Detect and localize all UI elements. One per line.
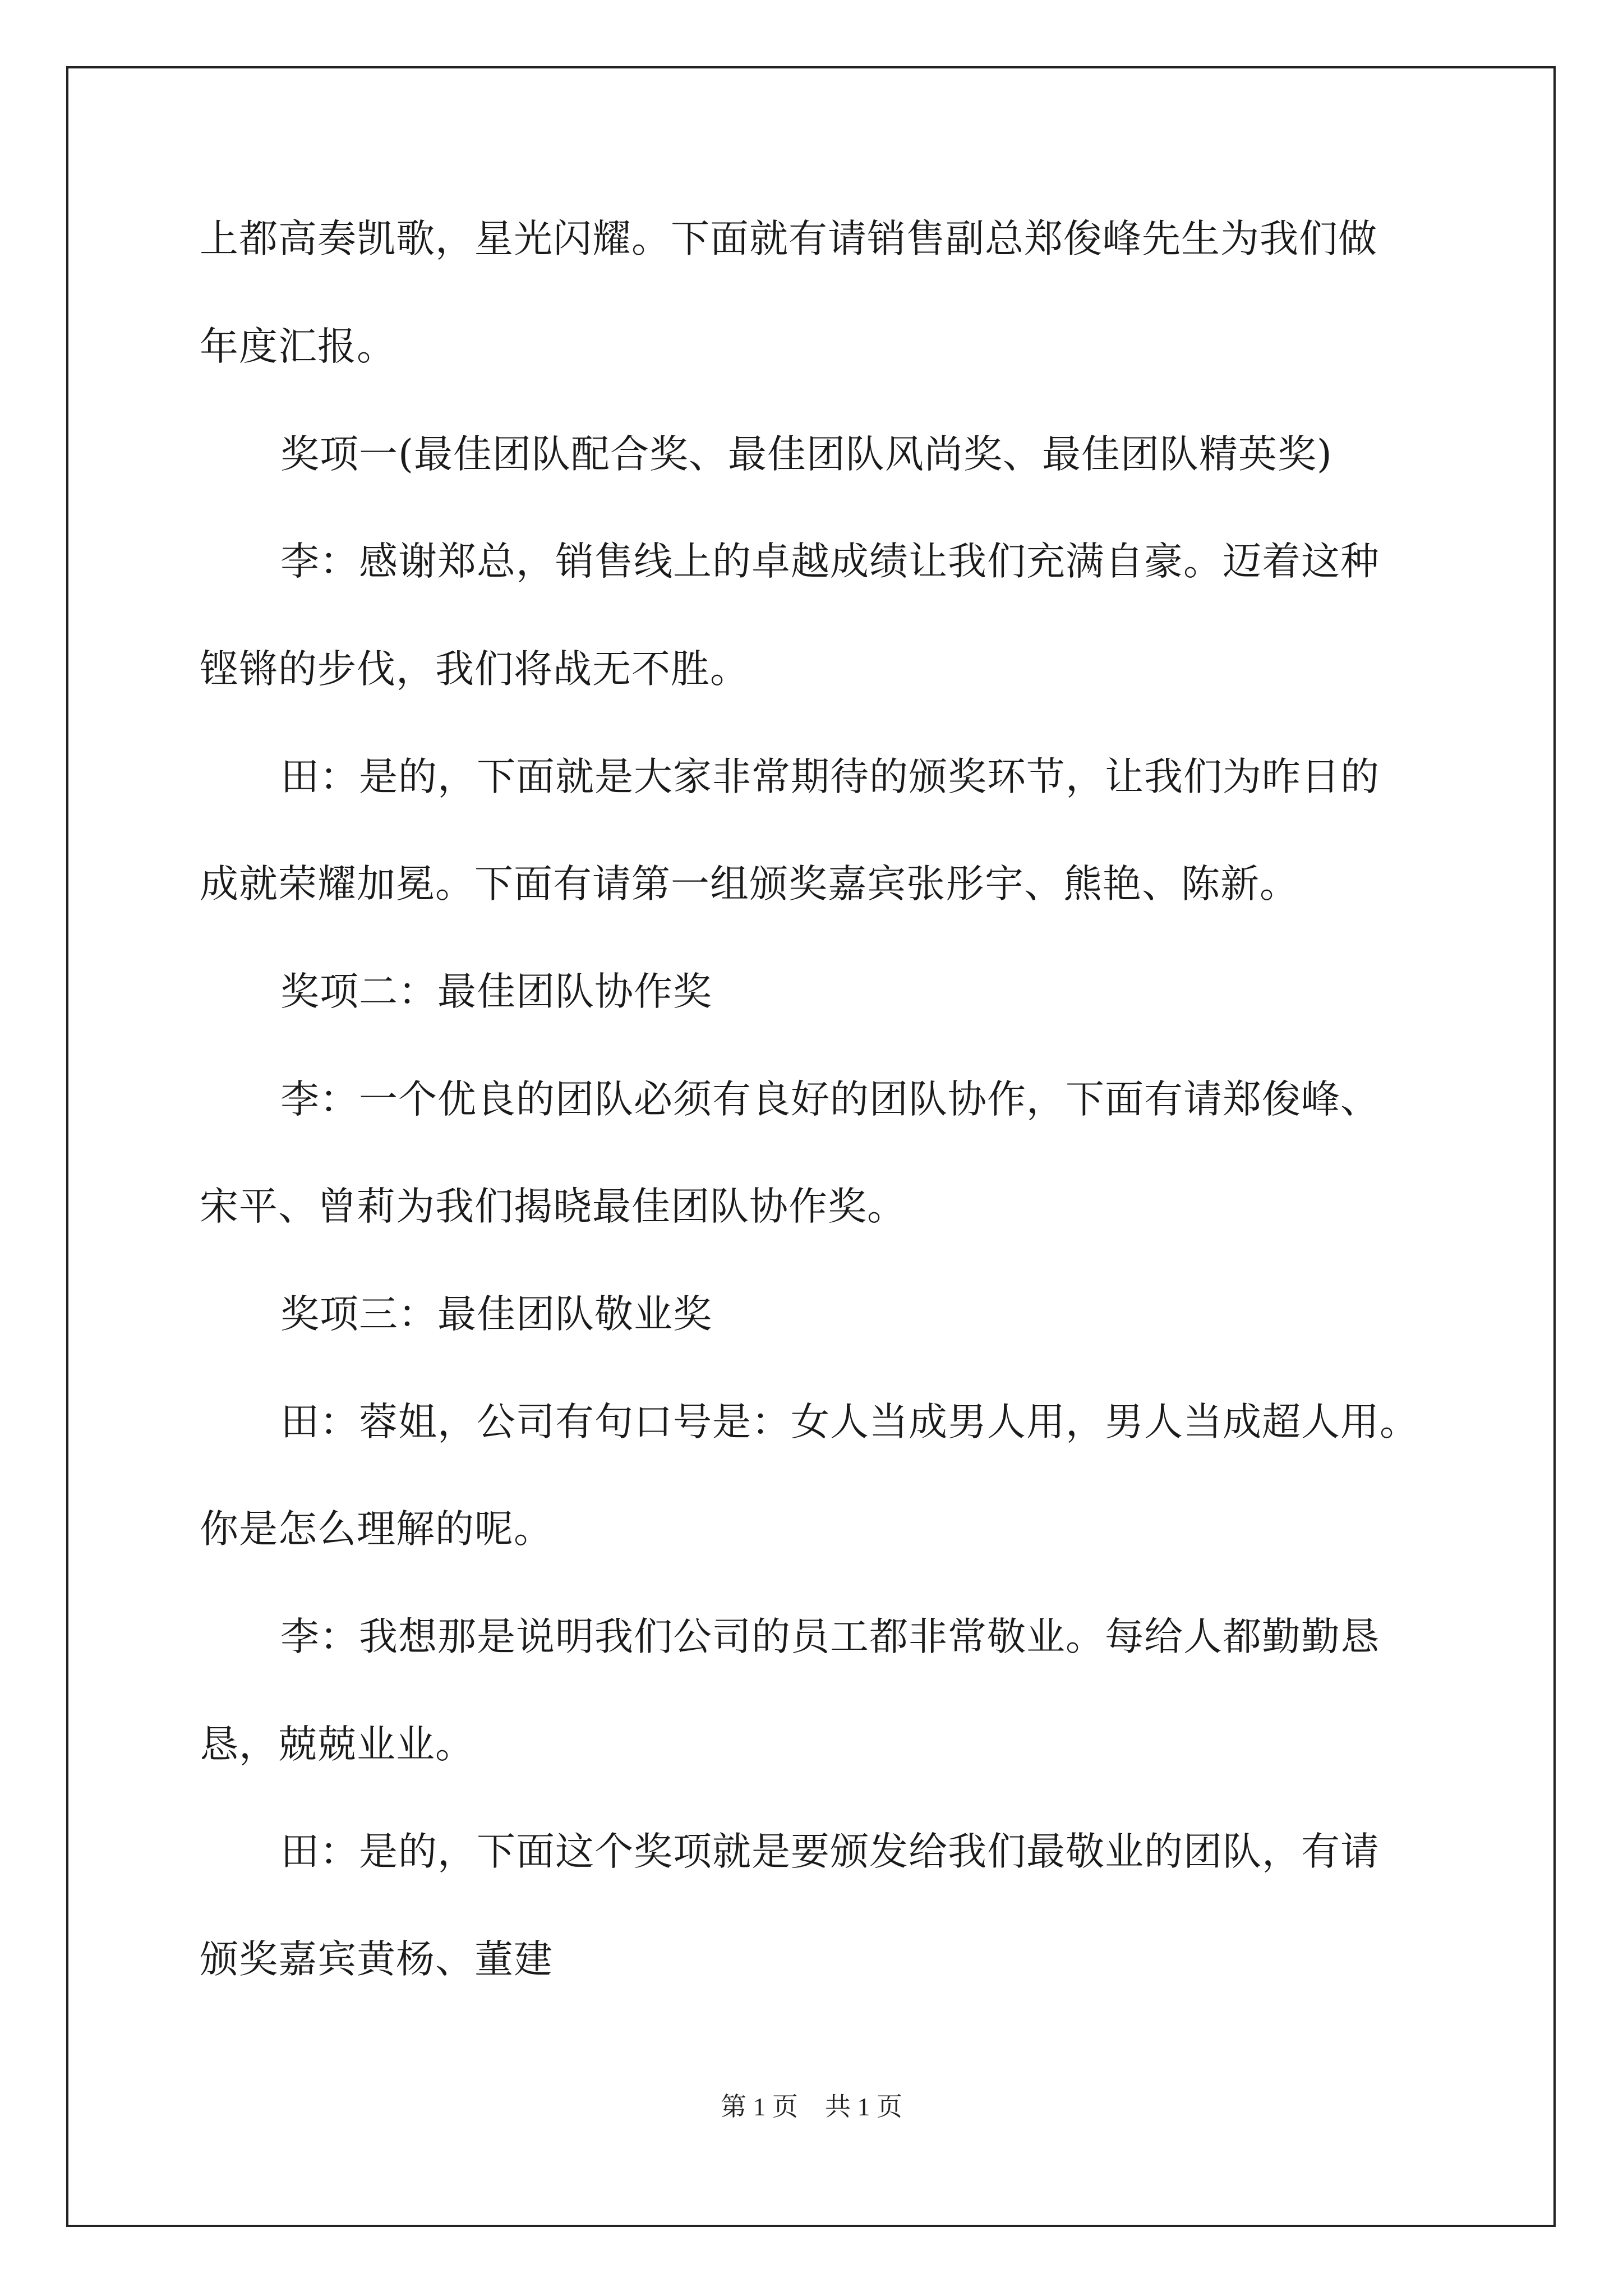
page-border bbox=[66, 66, 1556, 2227]
text-line: 李：我想那是说明我们公司的员工都非常敬业。每给人都勤勤恳 bbox=[280, 1614, 1380, 1659]
page-total: 共 1 页 bbox=[825, 2092, 902, 2121]
award-heading: 奖项二：最佳团队协作奖 bbox=[280, 969, 712, 1014]
page-footer bbox=[0, 2090, 1623, 2124]
text-line: 成就荣耀加冕。下面有请第一组颁奖嘉宾张彤宇、熊艳、陈新。 bbox=[200, 862, 1299, 907]
page-number: 第 1 页 bbox=[721, 2092, 798, 2121]
award-heading: 奖项三：最佳团队敬业奖 bbox=[280, 1292, 712, 1337]
text-line: 田：蓉姐，公司有句口号是：女人当成男人用，男人当成超人用。 bbox=[280, 1400, 1419, 1444]
text-line: 上都高奏凯歌，星光闪耀。下面就有请销售副总郑俊峰先生为我们做 bbox=[200, 217, 1377, 261]
text-line: 李：一个优良的团队必须有良好的团队协作，下面有请郑俊峰、 bbox=[280, 1077, 1380, 1122]
text-line: 铿锵的步伐，我们将战无不胜。 bbox=[200, 647, 749, 692]
award-heading: 奖项一(最佳团队配合奖、最佳团队风尚奖、最佳团队精英奖) bbox=[280, 432, 1332, 477]
text-line: 田：是的，下面就是大家非常期待的颁奖环节，让我们为昨日的 bbox=[280, 754, 1380, 799]
text-line: 李：感谢郑总，销售线上的卓越成绩让我们充满自豪。迈着这种 bbox=[280, 539, 1380, 584]
text-line: 田：是的，下面这个奖项就是要颁发给我们最敬业的团队，有请 bbox=[280, 1829, 1380, 1874]
text-line: 颁奖嘉宾黄杨、董建 bbox=[200, 1937, 553, 1982]
text-line: 你是怎么理解的呢。 bbox=[200, 1507, 553, 1552]
text-line: 年度汇报。 bbox=[200, 324, 396, 369]
text-line: 宋平、曾莉为我们揭晓最佳团队协作奖。 bbox=[200, 1184, 906, 1229]
text-line: 恳，兢兢业业。 bbox=[200, 1722, 474, 1767]
